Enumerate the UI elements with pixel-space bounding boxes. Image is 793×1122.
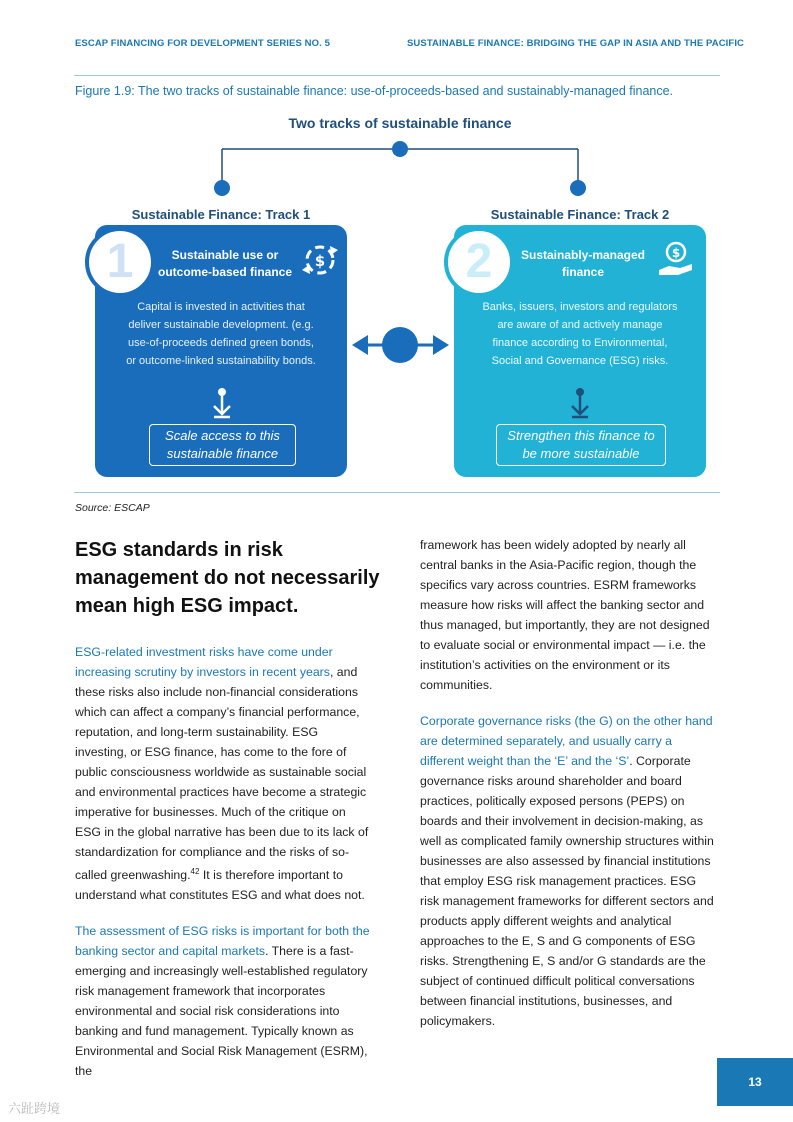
figure-bottom-rule [74,492,720,493]
hand-coin-icon [656,240,696,280]
paragraph-2 [75,921,371,1081]
down-arrow-icon [211,387,233,419]
left-column [75,642,371,1081]
paragraph-1-lead: ESG-related investment risks have come under increasing scrutiny by investors in recent years [75,645,333,679]
track1-body-line: Capital is invested in activities that [137,301,305,313]
track2-heading-line2: finance [561,265,604,279]
paragraph-2-lead: The assessment of ESG risks is important for both the banking sector and capital markets [75,924,370,959]
track2-heading [508,247,658,281]
connector-top-node [392,141,408,157]
track2-body [459,298,701,370]
track1-outcome-line1: Scale access to this [165,428,280,443]
track2-outcome-line2: be more sustainable [522,446,640,461]
track2-body-line: Banks, issuers, investors and regulators [482,301,678,313]
paragraph-3: framework has been widely adopted by nearly all central banks in the Asia-Pacific region, though the specifics vary across countries. ESRM frameworks measure how risks will affect the banking sector and thus managed, but importantly, they are not designed to evaluate social or environmental impact — i.e. the institution’s activities on the environment or its communities. [420,538,710,692]
track2-outcome-line1: Strengthen this finance to [507,428,655,443]
figure-caption: Figure 1.9: The two tracks of sustainable finance: use-of-proceeds-based and sustainably-managed finance. [75,84,674,98]
track1-body-line: use-of-proceeds defined green bonds, [128,337,314,349]
track1-body-line: deliver sustainable development. (e.g. [128,319,314,331]
track2-heading-line1: Sustainably-managed [520,248,646,262]
track1-number: 1 [85,227,155,297]
down-arrow-icon [569,387,591,419]
running-header-right: SUSTAINABLE FINANCE: BRIDGING THE GAP IN ASIA AND THE PACIFIC [407,38,745,49]
track2-body-line: are aware of and actively manage [497,319,663,331]
paragraph-2-text: . There is a fast-emerging and increasingly well-established regulatory risk management framework that incorporates environmental and social risk considerations into banking and fund management. Typically known as Environmental and Social Risk Management (ESRM), the [75,944,368,1079]
running-header-left: ESCAP FINANCING FOR DEVELOPMENT SERIES NO. 5 [75,38,330,49]
section-heading: ESG standards in risk management do not necessarily mean high ESG impact. [75,539,380,617]
paragraph-1 [75,642,371,905]
watermark: 六趾跨境 [8,1101,61,1116]
paragraph-1-text: , and these risks also include non-financial considerations which can affect a company’s financial performance, reputation, and long-term sustainability. ESG investing, or ESG finance, has come to the fore of public consciousness worldwide as sustainable social and environmental practices have become a strategic imperative for businesses. Much of the critique on ESG in the global narrative has been due to its lack of standardization for compliance and the risks of so-called greenwashing. [75,665,369,883]
paragraph-4-lead: Corporate governance risks (the G) on the other hand are determined separately, and usually carry a different weight than the ‘E’ and the ‘S’ [420,714,713,768]
track1-heading-line1: Sustainable use or [171,248,279,262]
right-column [420,535,718,1031]
track1-body [100,298,342,370]
figure-source: Source: ESCAP [75,502,150,514]
track2-outcome-box [496,424,666,466]
track1-label: Sustainable Finance: Track 1 [131,207,311,222]
paragraph-1-text-end: It is therefore important to understand what constitutes ESG and what does not. [75,868,365,903]
double-arrow-icon [352,327,449,363]
connector-right-node [570,180,586,196]
track1-outcome-box [149,424,296,466]
footnote-ref-42: 42 [190,867,200,876]
page-number: 13 [717,1058,793,1106]
track2-body-line: finance according to Environmental, [492,337,668,349]
svg-text:$: $ [314,252,326,270]
paragraph-4-text: . Corporate governance risks around shareholder and board practices, politically exposed persons (PEPS) on boards and their involvement in decision-making, as well as complicated family ownership structures within businesses are also assessed by financial institutions that employ ESG risk management practices. ESG risk management frameworks for different sectors and products apply different weights and analytical approaches to the E, S and G components of ESG risks. Strengthening E, S and/or G standards are the subject of continued difficult political conversations between financial institutions, businesses, and policymakers. [420,754,714,1028]
track1-heading-line2: outcome-based finance [157,265,293,279]
svg-text:$: $ [671,246,681,260]
track2-label: Sustainable Finance: Track 2 [490,207,670,222]
track1-body-line: or outcome-linked sustainability bonds. [126,355,316,367]
track2-body-line: Social and Governance (ESG) risks. [491,355,669,367]
diagram-title: Two tracks of sustainable finance [288,115,512,131]
track1-outcome-line2: sustainable finance [166,446,279,461]
track2-number: 2 [444,227,514,297]
money-cycle-icon [298,240,342,280]
track1-heading [150,247,300,281]
paragraph-4 [420,711,718,1031]
connector-left-node [214,180,230,196]
